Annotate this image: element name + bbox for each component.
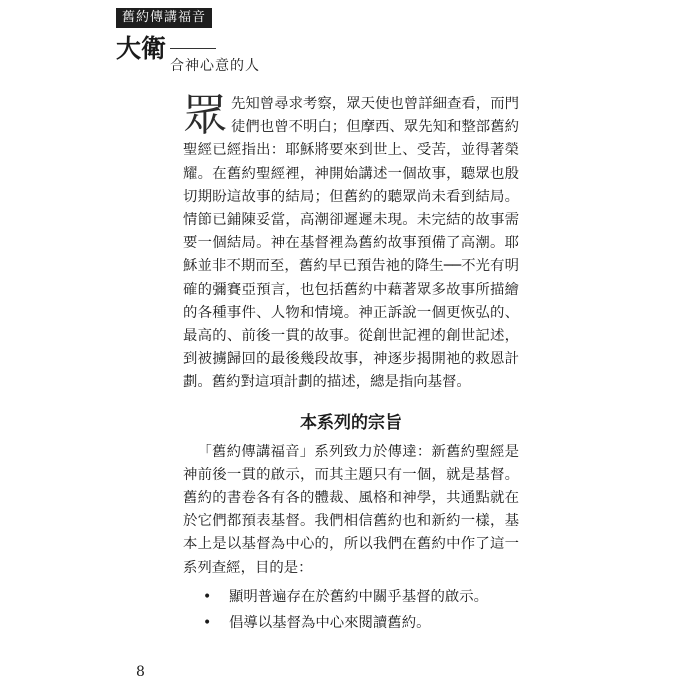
page-number: 8 <box>136 664 145 680</box>
purpose-list <box>183 584 519 636</box>
drop-cap: 眾 <box>183 90 227 141</box>
intro-paragraph <box>183 90 519 395</box>
bullet-icon: • <box>203 614 212 631</box>
list-item-text: 顯明普遍存在於舊約中關乎基督的啟示。 <box>229 588 489 605</box>
list-item <box>183 584 519 610</box>
bullet-icon: • <box>203 588 212 605</box>
list-item-text: 倡導以基督為中心來閱讀舊約。 <box>229 614 431 631</box>
intro-text: 先知曾尋求考察，眾天使也曾詳細查看，而門徒們也曾不明白；但摩西、眾先知和整部舊約聖經已經指出：耶穌將要來到世上、受苦，並得著榮耀。在舊約聖經裡，神開始講述一個故事，聽眾也殷切期盼這故事的結局；但舊約的聽眾尚未看到結局。情節已鋪陳妥當，高潮卻遲遲未現。未完結的故事需要一個結局。神在基督裡為舊約故事預備了高潮。耶穌並非不期而至，舊約早已預告祂的降生──不光有明確的彌賽亞預言，也包括舊約中藉著眾多故事所描繪的各種事件、人物和情境。神正訴說一個更恢弘的、最高的、前後一貫的故事。從創世記裡的創世記述，到被擄歸回的最後幾段故事，神逐步揭開祂的救恩計劃。舊約對這項計劃的描述，總是指向基督。 <box>183 96 519 391</box>
title-dash <box>170 48 216 49</box>
series-tag: 舊約傳講福音 <box>116 8 212 28</box>
section-heading: 本系列的宗旨 <box>300 412 402 433</box>
list-item <box>183 610 519 636</box>
section-paragraph: 「舊約傳講福音」系列致力於傳達：新舊約聖經是神前後一貫的啟示，而其主題只有一個，就是基督。舊約的書卷各有各的體裁、風格和神學，共通點就在於它們都預表基督。我們相信舊約也和新約一樣，基本上是以基督為中心的，所以我們在舊約中作了這一系列查經，目的是： <box>183 443 519 576</box>
page-body <box>183 90 519 636</box>
book-title: 大衛 <box>116 34 167 63</box>
book-subtitle: 合神心意的人 <box>170 58 260 74</box>
